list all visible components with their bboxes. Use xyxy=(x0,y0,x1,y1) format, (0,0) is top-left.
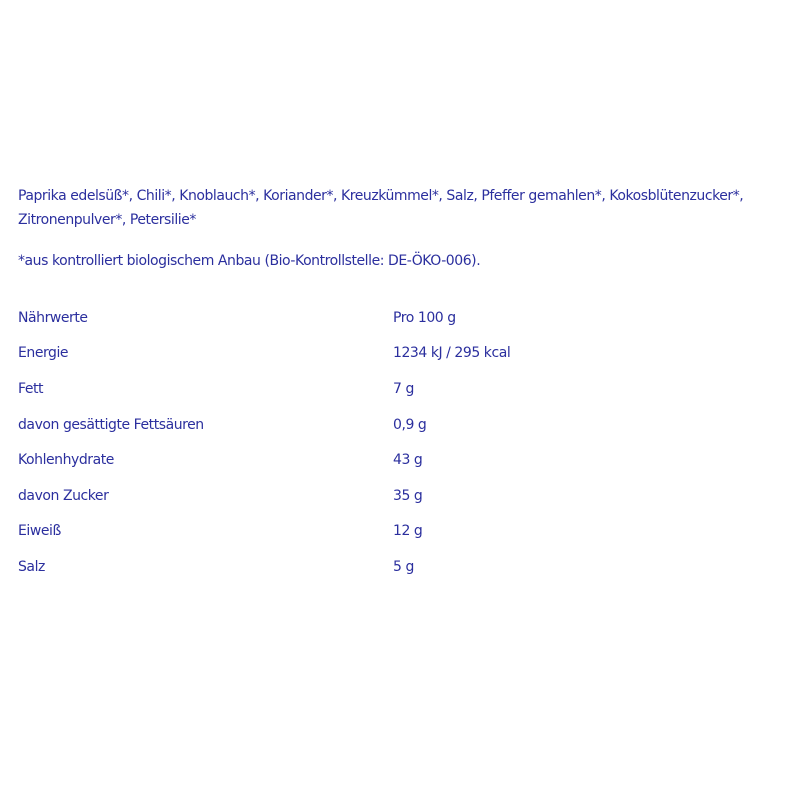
nutrient-value: 35 g xyxy=(393,487,423,504)
nutrient-label: Kohlenhydrate xyxy=(18,452,114,469)
nutrient-label: davon Zucker xyxy=(18,487,109,504)
nutrition-header-value: Pro 100 g xyxy=(393,309,456,326)
nutrient-value: 43 g xyxy=(393,452,423,469)
nutrient-value: 0,9 g xyxy=(393,416,427,433)
table-row xyxy=(18,514,538,550)
nutrient-label: davon gesättigte Fettsäuren xyxy=(18,416,204,433)
table-row xyxy=(18,549,538,585)
table-row xyxy=(18,478,538,514)
nutrient-value: 7 g xyxy=(393,380,414,397)
nutrient-label: Fett xyxy=(18,380,44,397)
nutrient-value: 5 g xyxy=(393,558,414,575)
ingredients-line-1: Paprika edelsüß*, Chili*, Knoblauch*, Koriander*, Kreuzkümmel*, Salz, Pfeffer gemahlen*, Kokosblütenzucker*, xyxy=(18,188,744,204)
nutrition-table xyxy=(18,300,538,585)
table-row xyxy=(18,371,538,407)
nutrition-header-row xyxy=(18,300,538,336)
table-row xyxy=(18,336,538,372)
ingredients-line-2: Zitronenpulver*, Petersilie* xyxy=(18,212,196,228)
nutrient-label: Salz xyxy=(18,558,45,575)
table-row xyxy=(18,442,538,478)
nutrition-header-label: Nährwerte xyxy=(18,309,88,326)
ingredients-list xyxy=(18,184,788,232)
organic-footnote: *aus kontrolliert biologischem Anbau (Bio-Kontrollstelle: DE-ÖKO-006). xyxy=(18,253,481,269)
table-row xyxy=(18,407,538,443)
nutrient-label: Energie xyxy=(18,345,69,362)
nutrient-value: 12 g xyxy=(393,523,423,540)
nutrient-label: Eiweiß xyxy=(18,523,61,540)
nutrient-value: 1234 kJ / 295 kcal xyxy=(393,345,511,362)
